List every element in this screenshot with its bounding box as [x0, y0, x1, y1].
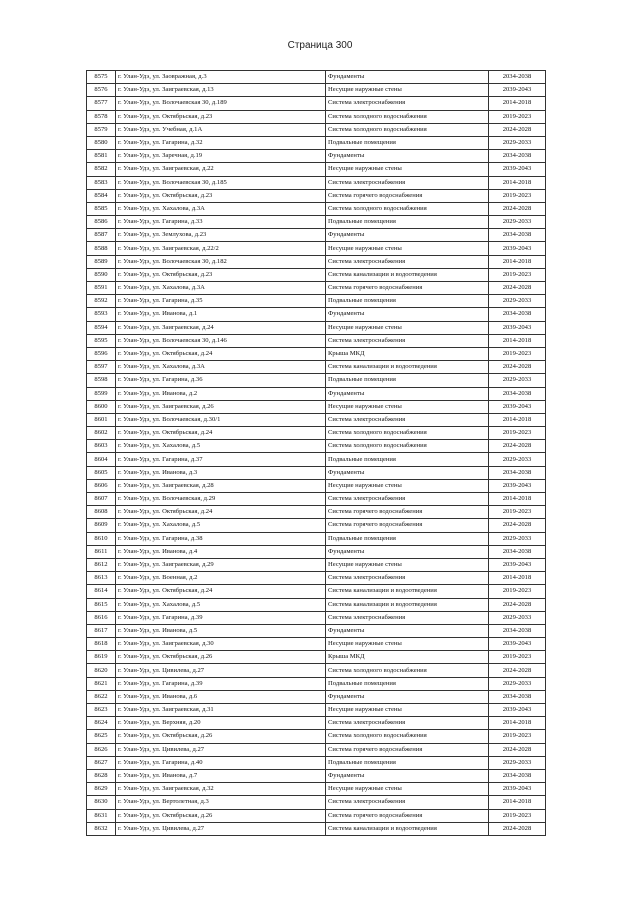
- period-cell: 2024-2028: [489, 664, 546, 677]
- table-row: [87, 585, 546, 598]
- row-number: 8623: [87, 704, 116, 717]
- period-cell: 2024-2028: [489, 440, 546, 453]
- table-row: [87, 347, 546, 360]
- row-number: 8611: [87, 545, 116, 558]
- row-number: 8585: [87, 202, 116, 215]
- table-row: [87, 374, 546, 387]
- address-cell: г. Улан-Удэ, ул. Заиграевская, д.26: [116, 400, 326, 413]
- table-row: [87, 743, 546, 756]
- period-cell: 2039-2043: [489, 558, 546, 571]
- period-cell: 2029-2033: [489, 532, 546, 545]
- table-row: [87, 796, 546, 809]
- system-cell: Система канализации и водоотведения: [326, 598, 489, 611]
- row-number: 8609: [87, 519, 116, 532]
- address-cell: г. Улан-Удэ, ул. Гагарина, д.39: [116, 611, 326, 624]
- table-row: [87, 558, 546, 571]
- row-number: 8628: [87, 769, 116, 782]
- period-cell: 2024-2028: [489, 123, 546, 136]
- table-row: [87, 400, 546, 413]
- row-number: 8581: [87, 150, 116, 163]
- system-cell: Система электроснабжения: [326, 255, 489, 268]
- period-cell: 2029-2033: [489, 216, 546, 229]
- row-number: 8614: [87, 585, 116, 598]
- row-number: 8578: [87, 110, 116, 123]
- table-row: [87, 664, 546, 677]
- address-cell: г. Улан-Удэ, ул. Хахалова, д.5: [116, 598, 326, 611]
- row-number: 8593: [87, 308, 116, 321]
- period-cell: 2019-2023: [489, 585, 546, 598]
- system-cell: Система горячего водоснабжения: [326, 506, 489, 519]
- row-number: 8591: [87, 282, 116, 295]
- system-cell: Несущие наружные стены: [326, 242, 489, 255]
- address-cell: г. Улан-Удэ, ул. Гагарина, д.37: [116, 453, 326, 466]
- period-cell: 2034-2038: [489, 545, 546, 558]
- row-number: 8632: [87, 822, 116, 835]
- system-cell: Подвальные помещения: [326, 677, 489, 690]
- table-row: [87, 176, 546, 189]
- period-cell: 2014-2018: [489, 97, 546, 110]
- row-number: 8575: [87, 71, 116, 84]
- address-cell: г. Улан-Удэ, ул. Гагарина, д.40: [116, 756, 326, 769]
- repair-schedule-table: [86, 70, 546, 836]
- system-cell: Система электроснабжения: [326, 796, 489, 809]
- page-title: Страница 300: [287, 40, 353, 51]
- system-cell: Несущие наружные стены: [326, 783, 489, 796]
- address-cell: г. Улан-Удэ, ул. Октябрьская, д.23: [116, 268, 326, 281]
- address-cell: г. Улан-Удэ, ул. Заиграевская, д.22/2: [116, 242, 326, 255]
- address-cell: г. Улан-Удэ, ул. Заречная, д.19: [116, 150, 326, 163]
- row-number: 8608: [87, 506, 116, 519]
- table-row: [87, 282, 546, 295]
- system-cell: Крыша МКД: [326, 347, 489, 360]
- table-row: [87, 453, 546, 466]
- system-cell: Крыша МКД: [326, 651, 489, 664]
- row-number: 8599: [87, 387, 116, 400]
- system-cell: Подвальные помещения: [326, 216, 489, 229]
- period-cell: 2039-2043: [489, 321, 546, 334]
- table-row: [87, 822, 546, 835]
- system-cell: Фундаменты: [326, 690, 489, 703]
- period-cell: 2014-2018: [489, 717, 546, 730]
- table-row: [87, 334, 546, 347]
- system-cell: Система холодного водоснабжения: [326, 110, 489, 123]
- address-cell: г. Улан-Удэ, ул. Октябрьская, д.24: [116, 506, 326, 519]
- address-cell: г. Улан-Удэ, ул. Гагарина, д.39: [116, 677, 326, 690]
- table-row: [87, 427, 546, 440]
- address-cell: г. Улан-Удэ, ул. Октябрьская, д.24: [116, 585, 326, 598]
- table-row: [87, 255, 546, 268]
- table-row: [87, 321, 546, 334]
- period-cell: 2029-2033: [489, 453, 546, 466]
- table-row: [87, 229, 546, 242]
- row-number: 8598: [87, 374, 116, 387]
- address-cell: г. Улан-Удэ, ул. Волочаевская, д.29: [116, 493, 326, 506]
- row-number: 8618: [87, 638, 116, 651]
- table-row: [87, 756, 546, 769]
- period-cell: 2034-2038: [489, 150, 546, 163]
- row-number: 8596: [87, 347, 116, 360]
- system-cell: Несущие наружные стены: [326, 84, 489, 97]
- system-cell: Фундаменты: [326, 229, 489, 242]
- row-number: 8625: [87, 730, 116, 743]
- address-cell: г. Улан-Удэ, ул. Военная, д.2: [116, 572, 326, 585]
- period-cell: 2034-2038: [489, 769, 546, 782]
- table-row: [87, 242, 546, 255]
- system-cell: Фундаменты: [326, 769, 489, 782]
- address-cell: г. Улан-Удэ, ул. Гагарина, д.38: [116, 532, 326, 545]
- address-cell: г. Улан-Удэ, ул. Хахалова, д.3А: [116, 282, 326, 295]
- period-cell: 2024-2028: [489, 202, 546, 215]
- period-cell: 2014-2018: [489, 493, 546, 506]
- table-row: [87, 295, 546, 308]
- row-number: 8620: [87, 664, 116, 677]
- table-row: [87, 545, 546, 558]
- address-cell: г. Улан-Удэ, ул. Октябрьская, д.23: [116, 189, 326, 202]
- row-number: 8584: [87, 189, 116, 202]
- address-cell: г. Улан-Удэ, ул. Октябрьская, д.26: [116, 809, 326, 822]
- system-cell: Несущие наружные стены: [326, 558, 489, 571]
- system-cell: Подвальные помещения: [326, 136, 489, 149]
- table-row: [87, 717, 546, 730]
- address-cell: г. Улан-Удэ, ул. Цивилева, д.27: [116, 822, 326, 835]
- system-cell: Система электроснабжения: [326, 493, 489, 506]
- period-cell: 2019-2023: [489, 809, 546, 822]
- period-cell: 2014-2018: [489, 796, 546, 809]
- table-row: [87, 783, 546, 796]
- row-number: 8601: [87, 413, 116, 426]
- system-cell: Несущие наружные стены: [326, 638, 489, 651]
- table-body: [87, 71, 546, 836]
- table-row: [87, 163, 546, 176]
- address-cell: г. Улан-Удэ, ул. Гагарина, д.32: [116, 136, 326, 149]
- row-number: 8589: [87, 255, 116, 268]
- system-cell: Фундаменты: [326, 71, 489, 84]
- system-cell: Система холодного водоснабжения: [326, 427, 489, 440]
- period-cell: 2024-2028: [489, 282, 546, 295]
- table-row: [87, 440, 546, 453]
- period-cell: 2029-2033: [489, 677, 546, 690]
- system-cell: Система холодного водоснабжения: [326, 202, 489, 215]
- row-number: 8597: [87, 361, 116, 374]
- address-cell: г. Улан-Удэ, ул. Заиграевская, д.22: [116, 163, 326, 176]
- period-cell: 2034-2038: [489, 387, 546, 400]
- period-cell: 2019-2023: [489, 730, 546, 743]
- row-number: 8603: [87, 440, 116, 453]
- address-cell: г. Улан-Удэ, ул. Заиграевская, д.30: [116, 638, 326, 651]
- address-cell: г. Улан-Удэ, ул. Хахалова, д.3А: [116, 202, 326, 215]
- table-row: [87, 769, 546, 782]
- address-cell: г. Улан-Удэ, ул. Заиграевская, д.28: [116, 479, 326, 492]
- system-cell: Подвальные помещения: [326, 532, 489, 545]
- address-cell: г. Улан-Удэ, ул. Заиграевская, д.29: [116, 558, 326, 571]
- system-cell: Система электроснабжения: [326, 413, 489, 426]
- address-cell: г. Улан-Удэ, ул. Иванова, д.6: [116, 690, 326, 703]
- table-row: [87, 532, 546, 545]
- system-cell: Система канализации и водоотведения: [326, 268, 489, 281]
- system-cell: Несущие наружные стены: [326, 479, 489, 492]
- period-cell: 2039-2043: [489, 638, 546, 651]
- table-row: [87, 677, 546, 690]
- table-row: [87, 493, 546, 506]
- period-cell: 2034-2038: [489, 308, 546, 321]
- address-cell: г. Улан-Удэ, ул. Верхняя, д.20: [116, 717, 326, 730]
- system-cell: Система электроснабжения: [326, 717, 489, 730]
- period-cell: 2014-2018: [489, 572, 546, 585]
- period-cell: 2039-2043: [489, 400, 546, 413]
- table-row: [87, 466, 546, 479]
- address-cell: г. Улан-Удэ, ул. Заиграевская, д.32: [116, 783, 326, 796]
- row-number: 8612: [87, 558, 116, 571]
- row-number: 8605: [87, 466, 116, 479]
- period-cell: 2039-2043: [489, 479, 546, 492]
- address-cell: г. Улан-Удэ, ул. Заиграевская, д.31: [116, 704, 326, 717]
- row-number: 8604: [87, 453, 116, 466]
- row-number: 8619: [87, 651, 116, 664]
- address-cell: г. Улан-Удэ, ул. Гагарина, д.35: [116, 295, 326, 308]
- address-cell: г. Улан-Удэ, ул. Заиграевская, д.13: [116, 84, 326, 97]
- period-cell: 2029-2033: [489, 295, 546, 308]
- table-row: [87, 110, 546, 123]
- row-number: 8621: [87, 677, 116, 690]
- system-cell: Система электроснабжения: [326, 334, 489, 347]
- period-cell: 2029-2033: [489, 756, 546, 769]
- row-number: 8577: [87, 97, 116, 110]
- system-cell: Фундаменты: [326, 387, 489, 400]
- period-cell: 2019-2023: [489, 427, 546, 440]
- period-cell: 2014-2018: [489, 255, 546, 268]
- address-cell: г. Улан-Удэ, ул. Волочаевская 30, д.146: [116, 334, 326, 347]
- system-cell: Фундаменты: [326, 150, 489, 163]
- period-cell: 2034-2038: [489, 71, 546, 84]
- table-row: [87, 71, 546, 84]
- period-cell: 2019-2023: [489, 347, 546, 360]
- address-cell: г. Улан-Удэ, ул. Заиграевская, д.24: [116, 321, 326, 334]
- address-cell: г. Улан-Удэ, ул. Заовражная, д.3: [116, 71, 326, 84]
- period-cell: 2019-2023: [489, 110, 546, 123]
- system-cell: Система горячего водоснабжения: [326, 519, 489, 532]
- period-cell: 2029-2033: [489, 136, 546, 149]
- row-number: 8602: [87, 427, 116, 440]
- row-number: 8616: [87, 611, 116, 624]
- period-cell: 2039-2043: [489, 783, 546, 796]
- system-cell: Система электроснабжения: [326, 611, 489, 624]
- address-cell: г. Улан-Удэ, ул. Октябрьская, д.23: [116, 110, 326, 123]
- system-cell: Подвальные помещения: [326, 453, 489, 466]
- address-cell: г. Улан-Удэ, ул. Иванова, д.3: [116, 466, 326, 479]
- address-cell: г. Улан-Удэ, ул. Волочаевская, д.30/1: [116, 413, 326, 426]
- address-cell: г. Улан-Удэ, ул. Гагарина, д.36: [116, 374, 326, 387]
- system-cell: Фундаменты: [326, 624, 489, 637]
- table-row: [87, 387, 546, 400]
- period-cell: 2034-2038: [489, 624, 546, 637]
- system-cell: Подвальные помещения: [326, 756, 489, 769]
- row-number: 8600: [87, 400, 116, 413]
- address-cell: г. Улан-Удэ, ул. Волочаевская 30, д.182: [116, 255, 326, 268]
- table-row: [87, 189, 546, 202]
- period-cell: 2034-2038: [489, 690, 546, 703]
- table-row: [87, 651, 546, 664]
- period-cell: 2019-2023: [489, 506, 546, 519]
- address-cell: г. Улан-Удэ, ул. Гагарина, д.33: [116, 216, 326, 229]
- table-row: [87, 506, 546, 519]
- table-row: [87, 624, 546, 637]
- system-cell: Система канализации и водоотведения: [326, 822, 489, 835]
- table-row: [87, 84, 546, 97]
- row-number: 8617: [87, 624, 116, 637]
- table-row: [87, 123, 546, 136]
- row-number: 8607: [87, 493, 116, 506]
- row-number: 8615: [87, 598, 116, 611]
- row-number: 8624: [87, 717, 116, 730]
- row-number: 8595: [87, 334, 116, 347]
- address-cell: г. Улан-Удэ, ул. Цивилева, д.27: [116, 664, 326, 677]
- row-number: 8592: [87, 295, 116, 308]
- period-cell: 2014-2018: [489, 334, 546, 347]
- system-cell: Система холодного водоснабжения: [326, 664, 489, 677]
- row-number: 8590: [87, 268, 116, 281]
- table-row: [87, 704, 546, 717]
- row-number: 8582: [87, 163, 116, 176]
- address-cell: г. Улан-Удэ, ул. Вертолетная, д.3: [116, 796, 326, 809]
- row-number: 8606: [87, 479, 116, 492]
- system-cell: Подвальные помещения: [326, 374, 489, 387]
- table-row: [87, 809, 546, 822]
- system-cell: Подвальные помещения: [326, 295, 489, 308]
- period-cell: 2034-2038: [489, 466, 546, 479]
- table-row: [87, 413, 546, 426]
- system-cell: Система канализации и водоотведения: [326, 361, 489, 374]
- system-cell: Несущие наружные стены: [326, 321, 489, 334]
- system-cell: Фундаменты: [326, 466, 489, 479]
- period-cell: 2014-2018: [489, 413, 546, 426]
- table-row: [87, 730, 546, 743]
- table-row: [87, 638, 546, 651]
- table-row: [87, 690, 546, 703]
- system-cell: Фундаменты: [326, 545, 489, 558]
- system-cell: Система горячего водоснабжения: [326, 189, 489, 202]
- table-row: [87, 611, 546, 624]
- system-cell: Несущие наружные стены: [326, 400, 489, 413]
- period-cell: 2024-2028: [489, 519, 546, 532]
- row-number: 8629: [87, 783, 116, 796]
- row-number: 8576: [87, 84, 116, 97]
- system-cell: Несущие наружные стены: [326, 704, 489, 717]
- period-cell: 2039-2043: [489, 84, 546, 97]
- address-cell: г. Улан-Удэ, ул. Иванова, д.7: [116, 769, 326, 782]
- period-cell: 2024-2028: [489, 361, 546, 374]
- table-row: [87, 572, 546, 585]
- row-number: 8626: [87, 743, 116, 756]
- row-number: 8610: [87, 532, 116, 545]
- row-number: 8630: [87, 796, 116, 809]
- system-cell: Система канализации и водоотведения: [326, 585, 489, 598]
- period-cell: 2019-2023: [489, 651, 546, 664]
- system-cell: Система холодного водоснабжения: [326, 123, 489, 136]
- row-number: 8580: [87, 136, 116, 149]
- address-cell: г. Улан-Удэ, ул. Октябрьская, д.26: [116, 730, 326, 743]
- address-cell: г. Улан-Удэ, ул. Землухова, д.23: [116, 229, 326, 242]
- address-cell: г. Улан-Удэ, ул. Хахалова, д.3А: [116, 361, 326, 374]
- table-row: [87, 479, 546, 492]
- row-number: 8583: [87, 176, 116, 189]
- address-cell: г. Улан-Удэ, ул. Хахалова, д.5: [116, 519, 326, 532]
- period-cell: 2019-2023: [489, 268, 546, 281]
- table-row: [87, 216, 546, 229]
- table-row: [87, 97, 546, 110]
- period-cell: 2029-2033: [489, 611, 546, 624]
- system-cell: Система холодного водоснабжения: [326, 730, 489, 743]
- table-row: [87, 268, 546, 281]
- table-row: [87, 308, 546, 321]
- row-number: 8587: [87, 229, 116, 242]
- address-cell: г. Улан-Удэ, ул. Учебная, д.1А: [116, 123, 326, 136]
- period-cell: 2024-2028: [489, 598, 546, 611]
- address-cell: г. Улан-Удэ, ул. Октябрьская, д.26: [116, 651, 326, 664]
- address-cell: г. Улан-Удэ, ул. Октябрьская, д.24: [116, 347, 326, 360]
- address-cell: г. Улан-Удэ, ул. Иванова, д.5: [116, 624, 326, 637]
- period-cell: 2039-2043: [489, 163, 546, 176]
- row-number: 8594: [87, 321, 116, 334]
- row-number: 8627: [87, 756, 116, 769]
- address-cell: г. Улан-Удэ, ул. Волочаевская 30, д.189: [116, 97, 326, 110]
- row-number: 8631: [87, 809, 116, 822]
- system-cell: Фундаменты: [326, 308, 489, 321]
- address-cell: г. Улан-Удэ, ул. Волочаевская 30, д.185: [116, 176, 326, 189]
- period-cell: 2024-2028: [489, 822, 546, 835]
- address-cell: г. Улан-Удэ, ул. Иванова, д.4: [116, 545, 326, 558]
- period-cell: 2034-2038: [489, 229, 546, 242]
- table-row: [87, 136, 546, 149]
- address-cell: г. Улан-Удэ, ул. Хахалова, д.5: [116, 440, 326, 453]
- row-number: 8613: [87, 572, 116, 585]
- period-cell: 2019-2023: [489, 189, 546, 202]
- row-number: 8588: [87, 242, 116, 255]
- period-cell: 2039-2043: [489, 704, 546, 717]
- system-cell: Система холодного водоснабжения: [326, 440, 489, 453]
- system-cell: Система горячего водоснабжения: [326, 282, 489, 295]
- period-cell: 2029-2033: [489, 374, 546, 387]
- table-row: [87, 598, 546, 611]
- row-number: 8622: [87, 690, 116, 703]
- table-row: [87, 361, 546, 374]
- address-cell: г. Улан-Удэ, ул. Иванова, д.2: [116, 387, 326, 400]
- address-cell: г. Улан-Удэ, ул. Октябрьская, д.24: [116, 427, 326, 440]
- table-row: [87, 150, 546, 163]
- row-number: 8586: [87, 216, 116, 229]
- system-cell: Система электроснабжения: [326, 176, 489, 189]
- period-cell: 2024-2028: [489, 743, 546, 756]
- system-cell: Система электроснабжения: [326, 97, 489, 110]
- address-cell: г. Улан-Удэ, ул. Иванова, д.1: [116, 308, 326, 321]
- period-cell: 2014-2018: [489, 176, 546, 189]
- table-row: [87, 202, 546, 215]
- period-cell: 2039-2043: [489, 242, 546, 255]
- system-cell: Система горячего водоснабжения: [326, 743, 489, 756]
- system-cell: Система электроснабжения: [326, 572, 489, 585]
- row-number: 8579: [87, 123, 116, 136]
- system-cell: Система горячего водоснабжения: [326, 809, 489, 822]
- table-row: [87, 519, 546, 532]
- system-cell: Несущие наружные стены: [326, 163, 489, 176]
- address-cell: г. Улан-Удэ, ул. Цивилева, д.27: [116, 743, 326, 756]
